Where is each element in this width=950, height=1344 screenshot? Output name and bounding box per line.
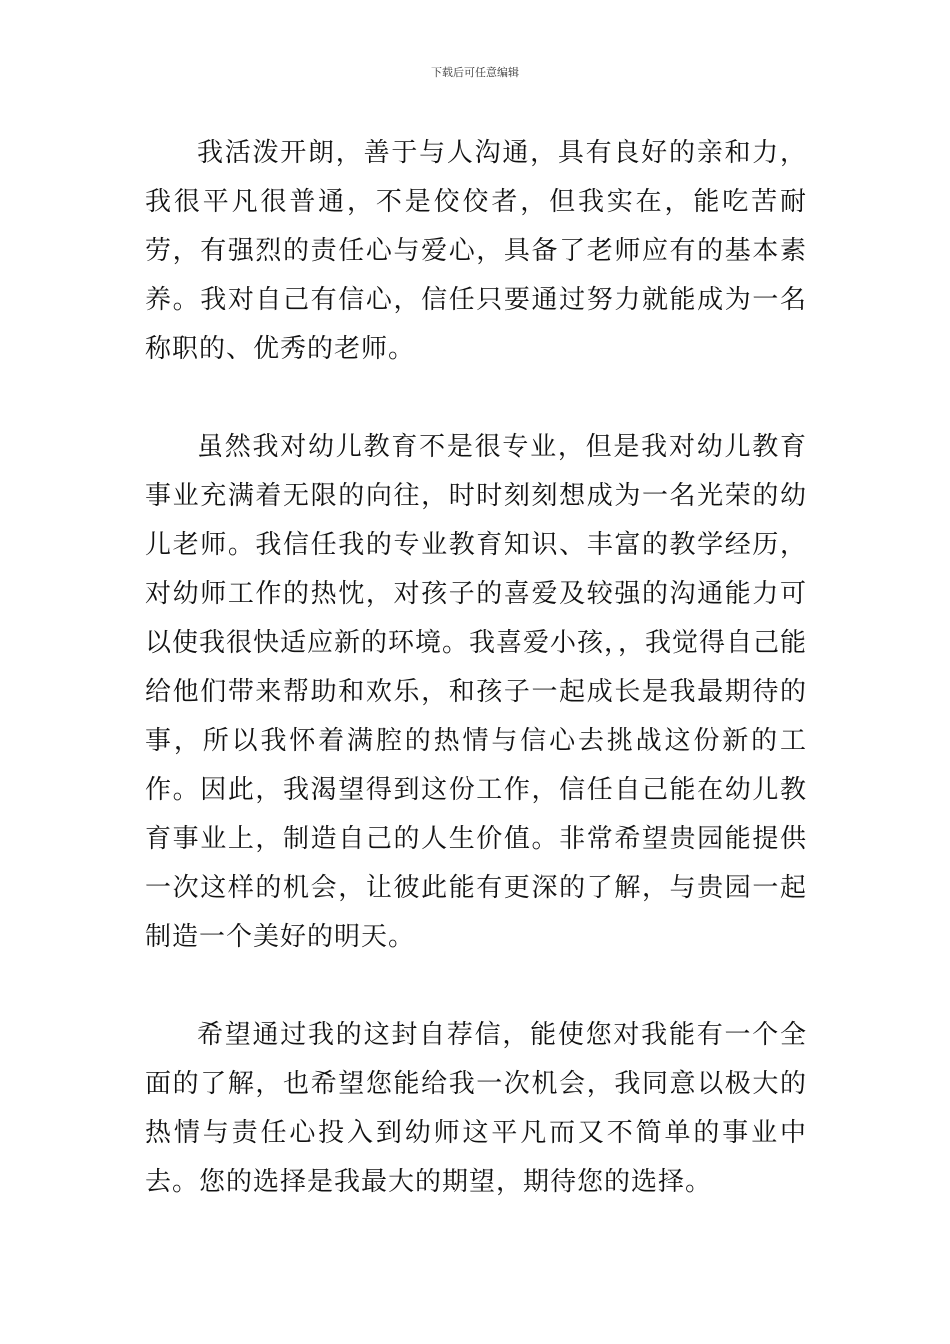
page-header: 下载后可任意编辑 xyxy=(431,66,519,79)
paragraph-closing: 希望通过我的这封自荐信，能使您对我能有一个全面的了解，也希望您能给我一次机会，我同意以极大的热情与责任心投入到幼师这平凡而又不简单的事业中去。您的选择是我最大的期望，期待您的选择。 xyxy=(145,1020,807,1197)
paragraph-aspiration: 虽然我对幼儿教育不是很专业，但是我对幼儿教育事业充满着无限的向往，时时刻刻想成为一名光荣的幼儿老师。我信任我的专业教育知识、丰富的教学经历，对幼师工作的热忱，对孩子的喜爱及较强的沟通能力可以使我很快适应新的环境。我喜爱小孩，，我觉得自己能给他们带来帮助和欢乐，和孩子一起成长是我最期待的事，所以我怀着满腔的热情与信心去挑战这份新的工作。因此，我渴望得到这份工作，信任自己能在幼儿教育事业上，制造自己的人生价值。非常希望贵园能提供一次这样的机会，让彼此能有更深的了解，与贵园一起制造一个美好的明天。 xyxy=(145,432,808,952)
paragraph-intro: 我活泼开朗，善于与人沟通，具有良好的亲和力，我很平凡很普通，不是佼佼者，但我实在，能吃苦耐劳，有强烈的责任心与爱心，具备了老师应有的基本素养。我对自己有信心，信任只要通过努力就能成为一名称职的、优秀的老师。 xyxy=(145,138,807,364)
document-body xyxy=(145,129,807,1207)
